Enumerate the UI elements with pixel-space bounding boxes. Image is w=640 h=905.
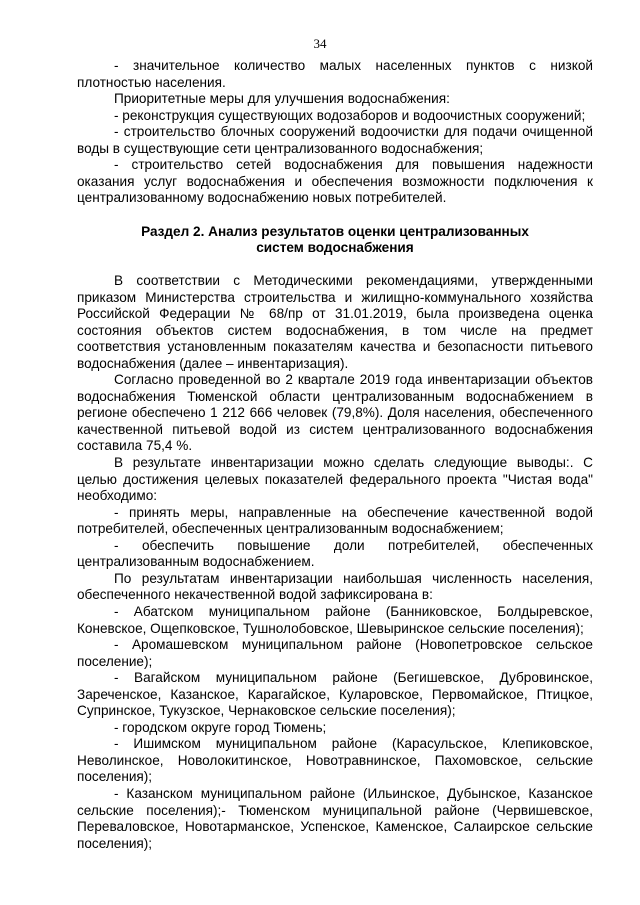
body-paragraph: - Ишимском муниципальном районе (Карасульское, Клепиковское, Неволинское, Новолокитинское, Новотравнинское, Пахомовское, сельские поселения); — [77, 736, 593, 785]
intro-paragraph: - строительство блочных сооружений водоочистки для подачи очищенной воды в существующие сети централизованного водоснабжения; — [77, 124, 593, 156]
body-paragraph: - Вагайском муниципальном районе (Бегишевское, Дубровинское, Зареченское, Казанское, Карагайское, Куларовское, Первомайское, Птицкое, Супринское, Тукузское, Чернаковское сельские поселения); — [77, 670, 593, 719]
body-paragraph: - обеспечить повышение доли потребителей, обеспеченных централизованным водоснабжением. — [77, 537, 593, 570]
body-paragraph: По результатам инвентаризации наибольшая численность населения, обеспеченного некачественной водой зафиксирована в: — [77, 570, 593, 603]
intro-paragraph: - значительное количество малых населенных пунктов с низкой плотностью населения. — [77, 58, 593, 90]
document-body — [77, 58, 593, 852]
intro-paragraph: - реконструкция существующих водозаборов и водоочистных сооружений; — [114, 107, 586, 123]
intro-paragraph: - строительство сетей водоснабжения для повышения надежности оказания услуг водоснабжения и обеспечения возможности подключения к централизованному водоснабжению новых потребителей. — [77, 157, 593, 206]
intro-paragraph: Приоритетные меры для улучшения водоснабжения: — [114, 91, 450, 107]
body-paragraph: - Казанском муниципальном районе (Ильинское, Дубынское, Казанское сельские поселения);- Тюменском муниципальной районе (Червишевское, Переваловское, Новотарманское, Успенское, Каменское, Салаирское сельские поселения); — [77, 785, 593, 851]
body-paragraph: - городском округе город Тюмень; — [114, 719, 327, 735]
body-paragraph: - Абатском муниципальном районе (Банниковское, Болдыревское, Коневское, Ощепковское, Тушнолобовское, Шевыринское сельские поселения); — [77, 603, 593, 636]
body-paragraph: - Аромашевском муниципальном районе (Новопетровское сельское поселение); — [77, 637, 593, 669]
body-paragraph: Согласно проведенной во 2 квартале 2019 года инвентаризации объектов водоснабжения Тюменской области централизованным водоснабжением в регионе обеспечено 1 212 666 человек (79,8%). Доля населения, обеспеченного качественной питьевой водой из систем централизованного водоснабжения составила 75,4 %. — [77, 372, 593, 454]
section-title: Раздел 2. Анализ результатов оценки централизованных систем водоснабжения — [141, 223, 529, 256]
page-number: 34 — [313, 36, 327, 51]
body-paragraph: В результате инвентаризации можно сделать следующие выводы:. С целью достижения целевых показателей федерального проекта "Чистая вода" необходимо: — [77, 455, 593, 504]
body-paragraph: В соответствии с Методическими рекомендациями, утвержденными приказом Министерства строительства и жилищно-коммунального хозяйства Российской Федерации № 68/пр от 31.01.2019, была произведена оценка состояния объектов систем водоснабжения, в том числе на предмет соответствия установленным показателям качества и безопасности питьевого водоснабжения (далее – инвентаризация). — [77, 273, 593, 371]
body-paragraph: - принять меры, направленные на обеспечение качественной водой потребителей, обеспеченных централизованным водоснабжением; — [77, 504, 593, 537]
